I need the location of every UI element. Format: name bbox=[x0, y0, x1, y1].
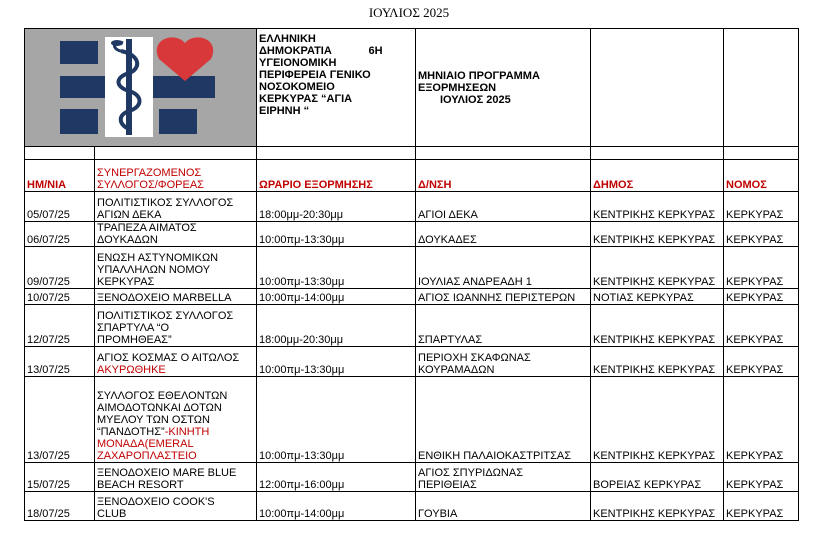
table-row bbox=[25, 492, 799, 521]
column-header-row bbox=[25, 160, 799, 192]
hours-cell-line: 10:00πμ-13:30μμ bbox=[259, 276, 345, 288]
partner-cell-line: ΜΥΕΛΟΥ ΤΩΝ ΟΣΤΩΝ bbox=[97, 414, 210, 426]
municipality-cell bbox=[591, 305, 724, 347]
address-cell bbox=[416, 222, 591, 247]
program-line: ΕΞΟΡΜΗΣΕΩΝ bbox=[418, 81, 497, 94]
partner-cell-line: ΚΕΡΚΥΡΑΣ bbox=[97, 276, 155, 288]
address-cell-line: ΓΟΥΒΙΑ bbox=[418, 508, 458, 520]
date-cell bbox=[25, 192, 95, 222]
municipality-cell-line: ΚΕΝΤΡΙΚΗΣ ΚΕΡΚΥΡΑΣ bbox=[593, 364, 716, 376]
org-line: ΝΟΣΟΚΟΜΕΙΟ bbox=[259, 81, 335, 93]
hours-cell-line: 10:00πμ-13:30μμ bbox=[259, 364, 345, 376]
date-cell-line: 18/07/25 bbox=[27, 508, 70, 520]
municipality-cell-line: ΒΟΡΕΙΑΣ ΚΕΡΚΥΡΑΣ bbox=[593, 479, 702, 491]
partner-note-red: -ΚΙΝΗΤΗ bbox=[164, 426, 210, 438]
partner-cell-line: ΞΕΝΟΔΟΧΕΙΟ MARBELLA bbox=[97, 292, 232, 304]
prefecture-cell-line: ΚΕΡΚΥΡΑΣ bbox=[726, 364, 784, 376]
prefecture-cell bbox=[724, 247, 799, 289]
table-row bbox=[25, 192, 799, 222]
col-header-partner-line: ΣΥΝΕΡΓΑΖΟΜΕΝΟΣ bbox=[97, 167, 202, 179]
table-row bbox=[25, 377, 799, 463]
municipality-cell bbox=[591, 347, 724, 377]
partner-cell bbox=[95, 289, 257, 305]
hours-cell-line: 12:00πμ-16:00μμ bbox=[259, 479, 345, 491]
empty-cell bbox=[591, 29, 724, 147]
partner-cell bbox=[95, 377, 257, 463]
col-header-partner-line: ΣΥΛΛΟΓΟΣ/ΦΟΡΕΑΣ bbox=[97, 179, 204, 191]
date-cell bbox=[25, 377, 95, 463]
org-line: ΚΕΡΚΥΡΑΣ “ΑΓΙΑ bbox=[259, 93, 353, 105]
hours-cell-line: 18:00μμ-20:30μμ bbox=[259, 334, 344, 346]
col-header-partner bbox=[95, 160, 257, 192]
partner-cell bbox=[95, 247, 257, 289]
hours-cell bbox=[257, 492, 416, 521]
date-cell-line: 13/07/25 bbox=[27, 364, 70, 376]
document-title: ΙΟΥΛΙΟΣ 2025 bbox=[368, 5, 450, 20]
hours-cell-line: 18:00μμ-20:30μμ bbox=[259, 209, 344, 221]
address-cell-line: ΙΟΥΛΙΑΣ ΑΝΔΡΕΑΔΗ 1 bbox=[418, 276, 532, 288]
organization-cell bbox=[257, 29, 416, 147]
col-header-prefecture: ΝΟΜΟΣ bbox=[724, 160, 799, 192]
program-title-cell bbox=[416, 29, 591, 147]
hours-cell bbox=[257, 289, 416, 305]
date-cell bbox=[25, 222, 95, 247]
empty-cell bbox=[724, 29, 799, 147]
partner-cell-line: ΔΟΥΚΑΔΩΝ bbox=[97, 234, 158, 246]
schedule-table bbox=[24, 28, 799, 521]
partner-cell-line: BEACH RESORT bbox=[97, 479, 184, 491]
date-cell-line: 13/07/25 bbox=[27, 450, 70, 462]
partner-cell-line: ΥΠΑΛΛΗΛΩΝ ΝΟΜΟΥ bbox=[97, 264, 211, 276]
prefecture-cell bbox=[724, 222, 799, 247]
municipality-cell bbox=[591, 289, 724, 305]
address-cell bbox=[416, 247, 591, 289]
table-row bbox=[25, 347, 799, 377]
hours-cell bbox=[257, 463, 416, 492]
date-cell-line: 06/07/25 bbox=[27, 234, 70, 246]
prefecture-cell-line: ΚΕΡΚΥΡΑΣ bbox=[726, 334, 784, 346]
org-line: ΥΓΕΙΟΝΟΜΙΚΗ bbox=[259, 57, 337, 69]
hospital-logo-icon bbox=[25, 29, 255, 143]
partner-note-red: ΜΟΝΑΔΑ(EMERAL bbox=[97, 438, 194, 450]
address-cell-line: ΕΝΘΙΚΗ ΠΑΛΑΙΟΚΑΣΤΡΙΤΣΑΣ bbox=[418, 450, 572, 462]
col-header-date: ΗΜ/ΝΙΑ bbox=[25, 160, 95, 192]
municipality-cell bbox=[591, 222, 724, 247]
prefecture-cell bbox=[724, 377, 799, 463]
date-cell bbox=[25, 305, 95, 347]
hours-cell bbox=[257, 347, 416, 377]
address-cell bbox=[416, 347, 591, 377]
partner-cell bbox=[95, 192, 257, 222]
partner-name-part: “ΠΑΝΔΟΤΗΣ” bbox=[97, 426, 165, 438]
table-row bbox=[25, 463, 799, 492]
partner-cell bbox=[95, 347, 257, 377]
prefecture-cell-line: ΚΕΡΚΥΡΑΣ bbox=[726, 450, 784, 462]
municipality-cell-line: ΚΕΝΤΡΙΚΗΣ ΚΕΡΚΥΡΑΣ bbox=[593, 234, 716, 246]
hours-cell-line: 10:00πμ-14:00μμ bbox=[259, 292, 345, 304]
prefecture-cell bbox=[724, 492, 799, 521]
address-cell-line: ΚΟΥΡΑΜΑΔΩΝ bbox=[418, 364, 495, 376]
prefecture-cell bbox=[724, 192, 799, 222]
partner-note-red: ΑΚΥΡΩΘΗΚΕ bbox=[97, 364, 166, 376]
partner-cell bbox=[95, 305, 257, 347]
municipality-cell bbox=[591, 247, 724, 289]
prefecture-cell bbox=[724, 289, 799, 305]
hours-cell bbox=[257, 192, 416, 222]
program-line: ΙΟΥΛΙΟΣ 2025 bbox=[440, 93, 511, 106]
municipality-cell-line: ΚΕΝΤΡΙΚΗΣ ΚΕΡΚΥΡΑΣ bbox=[593, 209, 716, 221]
address-cell-line: ΔΟΥΚΑΔΕΣ bbox=[418, 234, 477, 246]
date-cell-line: 05/07/25 bbox=[27, 209, 70, 221]
date-cell bbox=[25, 463, 95, 492]
hours-cell-line: 10:00πμ-14:00μμ bbox=[259, 508, 345, 520]
municipality-cell-line: ΚΕΝΤΡΙΚΗΣ ΚΕΡΚΥΡΑΣ bbox=[593, 276, 716, 288]
hours-cell bbox=[257, 247, 416, 289]
hours-cell-line: 10:00πμ-13:30μμ bbox=[259, 234, 345, 246]
hours-cell bbox=[257, 305, 416, 347]
municipality-cell-line: ΚΕΝΤΡΙΚΗΣ ΚΕΡΚΥΡΑΣ bbox=[593, 508, 716, 520]
hours-cell bbox=[257, 377, 416, 463]
prefecture-cell-line: ΚΕΡΚΥΡΑΣ bbox=[726, 276, 784, 288]
org-line: ΔΗΜΟΚΡΑΤΙΑ 6Η bbox=[259, 45, 383, 57]
date-cell bbox=[25, 347, 95, 377]
municipality-cell-line: ΚΕΝΤΡΙΚΗΣ ΚΕΡΚΥΡΑΣ bbox=[593, 450, 716, 462]
municipality-cell bbox=[591, 492, 724, 521]
prefecture-cell bbox=[724, 305, 799, 347]
hours-cell-line: 10:00πμ-13:30μμ bbox=[259, 450, 345, 462]
partner-cell-line: ΠΡΟΜΗΘΕΑΣ” bbox=[97, 334, 172, 346]
address-cell-line: ΠΕΡΙΘΕΙΑΣ bbox=[418, 479, 477, 491]
municipality-cell bbox=[591, 377, 724, 463]
col-header-hours: ΩΡΑΡΙΟ ΕΞΟΡΜΗΣΗΣ bbox=[257, 160, 416, 192]
address-cell bbox=[416, 289, 591, 305]
municipality-cell-line: ΝΟΤΙΑΣ ΚΕΡΚΥΡΑΣ bbox=[593, 292, 694, 304]
prefecture-cell-line: ΚΕΡΚΥΡΑΣ bbox=[726, 292, 784, 304]
table-row bbox=[25, 289, 799, 305]
date-cell-line: 15/07/25 bbox=[27, 479, 70, 491]
address-cell-line: ΑΓΙΟΣ ΣΠΥΡΙΔΩΝΑΣ bbox=[418, 467, 523, 479]
address-cell bbox=[416, 492, 591, 521]
table-row bbox=[25, 305, 799, 347]
partner-cell-line: ΞΕΝΟΔΟΧΕΙΟ MARE BLUE bbox=[97, 467, 237, 479]
date-cell bbox=[25, 247, 95, 289]
partner-cell-line: ΞΕΝΟΔΟΧΕΙΟ COOK'S bbox=[97, 496, 215, 508]
table-row bbox=[25, 247, 799, 289]
org-line: ΠΕΡΙΦΕΡΕΙΑ ΓΕΝΙΚΟ bbox=[259, 69, 371, 81]
partner-cell-line: CLUB bbox=[97, 508, 127, 520]
hours-cell bbox=[257, 222, 416, 247]
prefecture-cell bbox=[724, 463, 799, 492]
address-cell-line: ΣΠΑΡΤΥΛΑΣ bbox=[418, 334, 483, 346]
partner-cell-line: ΣΥΛΛΟΓΟΣ ΕΘΕΛΟΝΤΩΝ bbox=[97, 390, 228, 402]
prefecture-cell-line: ΚΕΡΚΥΡΑΣ bbox=[726, 234, 784, 246]
partner-note-red: ΖΑΧΑΡΟΠΛΑΣΤΕΙΟ bbox=[97, 450, 197, 462]
header-row bbox=[25, 29, 799, 147]
municipality-cell bbox=[591, 463, 724, 492]
municipality-cell-line: ΚΕΝΤΡΙΚΗΣ ΚΕΡΚΥΡΑΣ bbox=[593, 334, 716, 346]
partner-cell bbox=[95, 463, 257, 492]
program-line: ΜΗΝΙΑΙΟ ΠΡΟΓΡΑΜΜΑ bbox=[418, 69, 540, 82]
partner-cell-line bbox=[97, 426, 254, 438]
prefecture-cell bbox=[724, 347, 799, 377]
date-cell bbox=[25, 492, 95, 521]
table-row bbox=[25, 222, 799, 247]
address-cell bbox=[416, 377, 591, 463]
partner-cell bbox=[95, 222, 257, 247]
date-cell-line: 09/07/25 bbox=[27, 276, 70, 288]
org-line: ΕΙΡΗΝΗ “ bbox=[259, 105, 310, 117]
partner-cell-line: ΣΠΑΡΤΥΛΑ “Ο bbox=[97, 322, 170, 334]
address-cell-line: ΑΓΙΟΣ ΙΩΑΝΝΗΣ ΠΕΡΙΣΤΕΡΩΝ bbox=[418, 292, 576, 304]
prefecture-cell-line: ΚΕΡΚΥΡΑΣ bbox=[726, 209, 784, 221]
address-cell bbox=[416, 305, 591, 347]
partner-cell-line: ΤΡΑΠΕΖΑ ΑΙΜΑΤΟΣ bbox=[97, 222, 197, 234]
municipality-cell bbox=[591, 192, 724, 222]
partner-cell-line: ΠΟΛΙΤΙΣΤΙΚΟΣ ΣΥΛΛΟΓΟΣ bbox=[97, 310, 234, 322]
address-cell-line: ΑΓΙΟΙ ΔΕΚΑ bbox=[418, 209, 478, 221]
date-cell bbox=[25, 289, 95, 305]
partner-cell bbox=[95, 492, 257, 521]
date-cell-line: 10/07/25 bbox=[27, 292, 70, 304]
partner-cell-line: ΑΓΙΟΣ ΚΟΣΜΑΣ Ο ΑΙΤΩΛΟΣ bbox=[97, 352, 240, 364]
address-cell bbox=[416, 463, 591, 492]
partner-cell-line: ΑΙΜΟΔΟΤΩΝΚΑΙ ΔΟΤΩΝ bbox=[97, 402, 222, 414]
prefecture-cell-line: ΚΕΡΚΥΡΑΣ bbox=[726, 479, 784, 491]
partner-cell-line: ΕΝΩΣΗ ΑΣΤΥΝΟΜΙΚΩΝ bbox=[97, 252, 219, 264]
address-cell-line: ΠΕΡΙΟΧΗ ΣΚΑΦΩΝΑΣ bbox=[418, 352, 531, 364]
partner-cell-line: ΠΟΛΙΤΙΣΤΙΚΟΣ ΣΥΛΛΟΓΟΣ bbox=[97, 197, 234, 209]
prefecture-cell-line: ΚΕΡΚΥΡΑΣ bbox=[726, 508, 784, 520]
org-line: ΕΛΛΗΝΙΚΗ bbox=[259, 33, 316, 45]
date-cell-line: 12/07/25 bbox=[27, 334, 70, 346]
col-header-municipality: ΔΗΜΟΣ bbox=[591, 160, 724, 192]
schedule-rows bbox=[25, 192, 799, 521]
col-header-address: Δ/ΝΣΗ bbox=[416, 160, 591, 192]
logo-cell bbox=[25, 29, 257, 147]
partner-cell-line: ΑΓΙΩΝ ΔΕΚΑ bbox=[97, 209, 162, 221]
address-cell bbox=[416, 192, 591, 222]
spacer-row bbox=[25, 147, 799, 160]
